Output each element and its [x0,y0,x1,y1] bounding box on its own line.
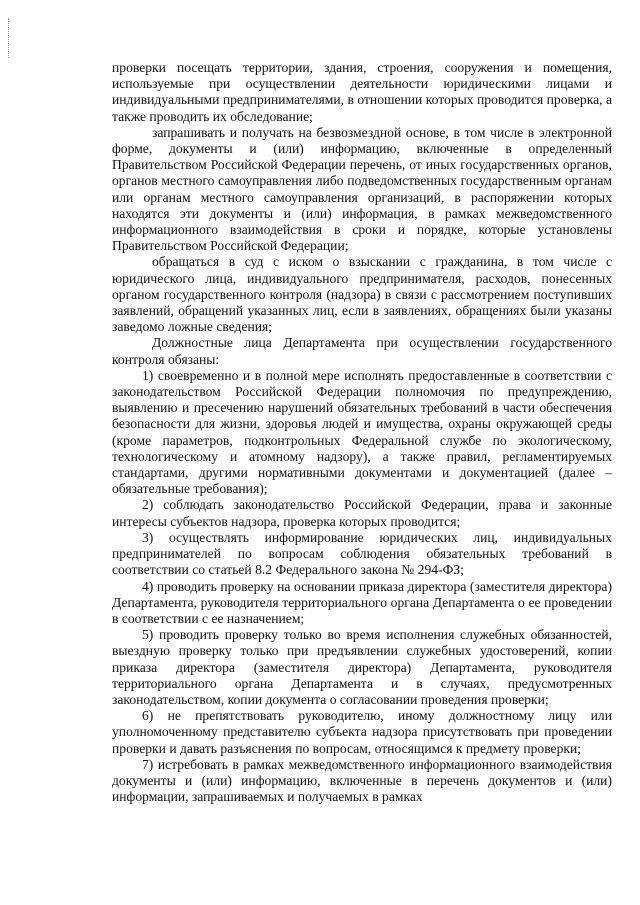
list-item-2: 2) соблюдать законодательство Российской Федерации, права и законные интересы субъектов надзора, проверка которых проводится; [112,497,612,529]
list-item-3: 3) осуществлять информирование юридических лиц, индивидуальных предпринимателей по вопросам соблюдения обязательных требований в соответствии со статьей 8.2 Федерального закона № 294-ФЗ; [112,529,612,578]
document-body [112,60,612,805]
list-item-5: 5) проводить проверку только во время исполнения служебных обязанностей, выездную проверку только при предъявлении служебных удостоверений, копии приказа директора (заместителя директора) Департамента, руководителя территориального органа Департамента и в случаях, предусмотренных законодательством, копии документа о согласовании проведения проверки; [112,627,612,707]
paragraph-court-claim: обращаться в суд с иском о взыскании с гражданина, в том числе с юридического лица, индивидуального предпринимателя, расходов, понесенных органом государственного контроля (надзора) в связи с рассмотрением поступивших заявлений, обращений указанных лиц, если в заявлениях, обращениях были указаны заведомо ложные сведения; [112,254,612,335]
list-item-6: 6) не препятствовать руководителю, иному должностному лицу или уполномоченному представителю субъекта надзора присутствовать при проведении проверки и давать разъяснения по вопросам, относящимся к предмету проверки; [112,708,612,756]
list-item-7: 7) истребовать в рамках межведомственного информационного взаимодействия документы и (или) информацию, включенные в перечень документов и (или) информации, запрашиваемых и получаемых в рамках [112,756,612,805]
binding-marks [8,18,15,58]
paragraph-officials-obliged: Должностные лица Департамента при осуществлении государственного контроля обязаны: [112,335,612,367]
list-item-4: 4) проводить проверку на основании приказа директора (заместителя директора) Департамента, руководителя территориального органа Департамента о ее проведении в соответствии с ее назначением; [112,578,612,626]
list-item-1: 1) своевременно и в полной мере исполнять предоставленные в соответствии с законодательством Российской Федерации полномочия по предупреждению, выявлению и пресечению нарушений обязательных требований в части обеспечения безопасности для жизни, здоровья людей и имущества, охраны окружающей среды (кроме параметров, подконтрольных Федеральной службе по экологическому, технологическому и атомному надзору), а также правил, регламентируемых стандартами, другими нормативными документами и документацией (далее – обязательные требования); [112,367,612,497]
paragraph-request-info: запрашивать и получать на безвозмездной основе, в том числе в электронной форме, документы и (или) информацию, включенные в определенный Правительством Российской Федерации перечень, от иных государственных органов, органов местного самоуправления либо подведомственных государственным органам или органам местного самоуправления организаций, в распоряжении которых находятся эти документы и (или) информация, в рамках межведомственного информационного взаимодействия в сроки и порядке, которые установлены Правительством Российской Федерации; [112,124,612,254]
paragraph-continuation: проверки посещать территории, здания, строения, сооружения и помещения, используемые при осуществлении деятельности юридическими лицами и индивидуальными предпринимателями, в отношении которых проводится проверка, а также проводить их обследование; [112,60,612,124]
